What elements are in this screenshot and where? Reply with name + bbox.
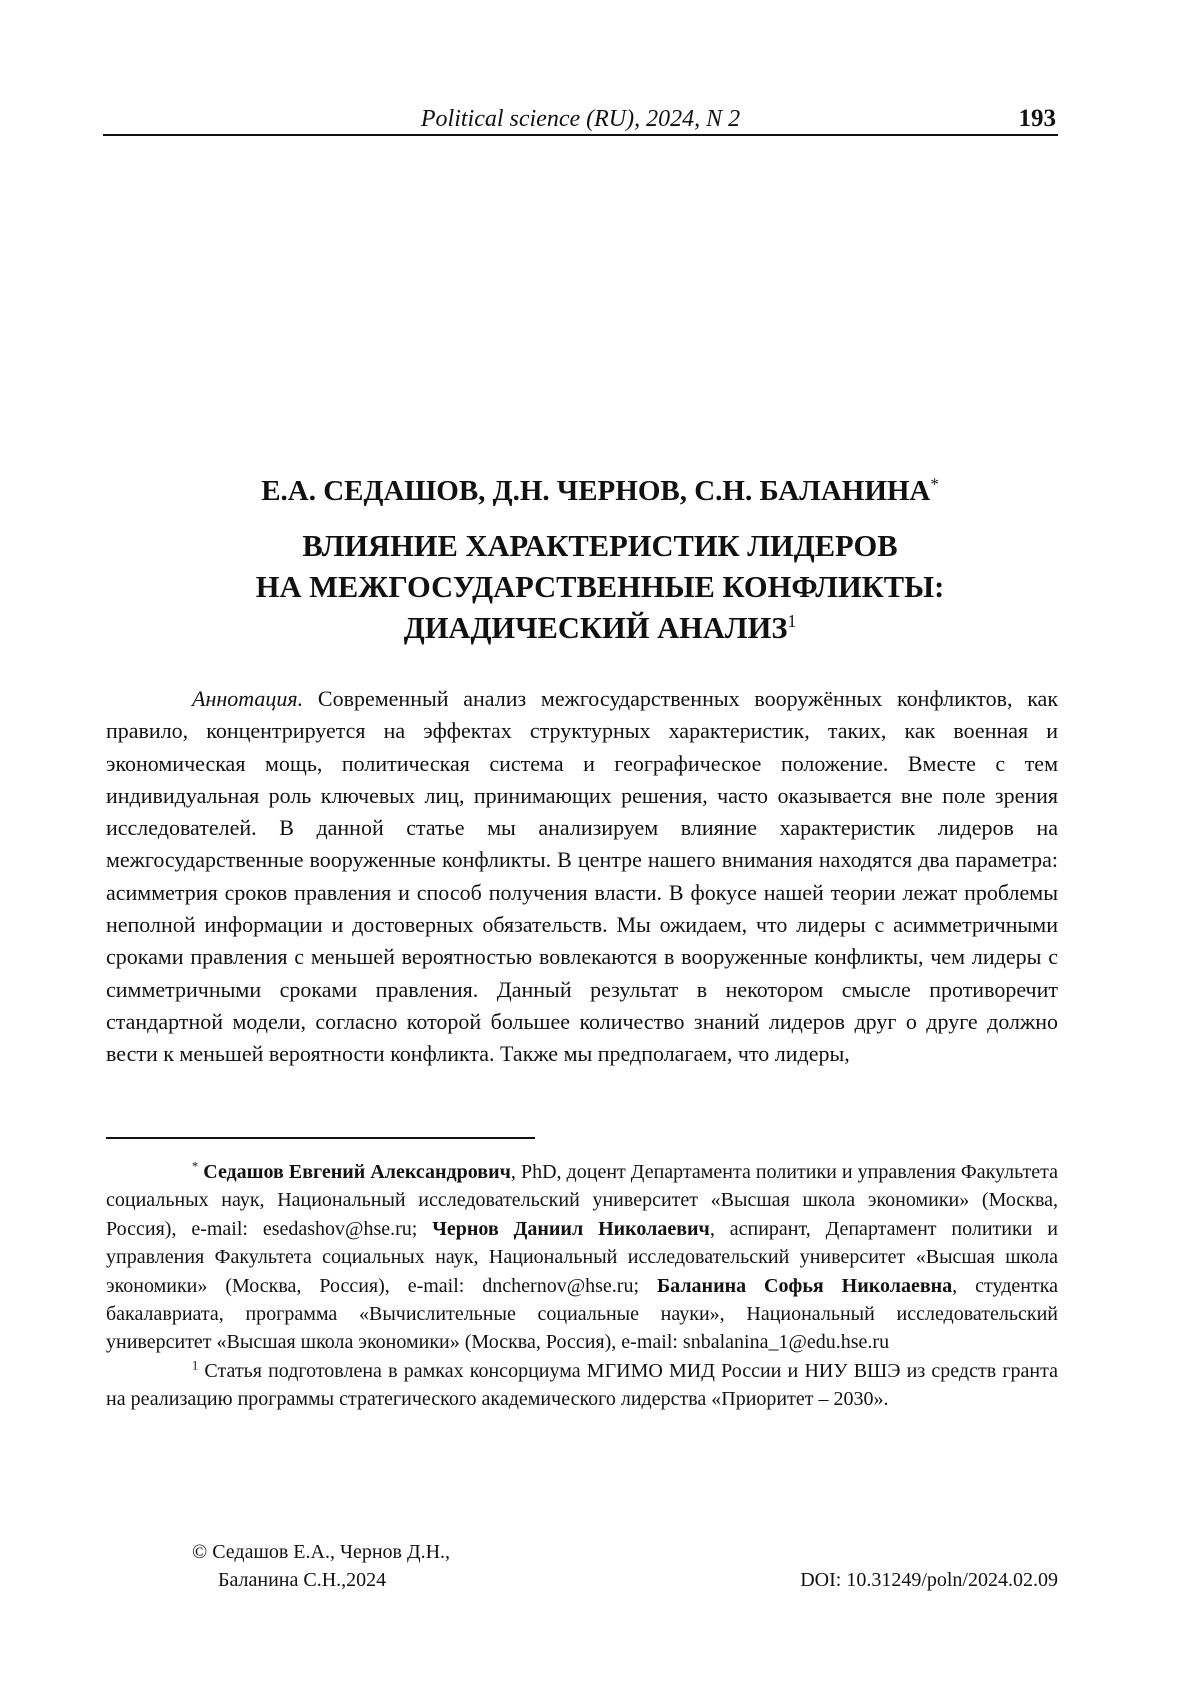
title-line: ВЛИЯНИЕ ХАРАКТЕРИСТИК ЛИДЕРОВ: [100, 526, 1100, 567]
footnote-authors: [106, 1158, 1058, 1357]
copyright-line: © Седашов Е.А., Чернов Д.Н.,: [192, 1541, 450, 1563]
author-affiliation: , студентка бакалавриата, программа «Вычислительные социальные науки», Национальный исследовательский университет «Высшая школа экономики» (Москва, Россия), e-mail: snbalanina_1@edu.hse.ru: [106, 1275, 1058, 1354]
footnote-funding: [106, 1357, 1058, 1414]
title-footnote-mark[interactable]: 1: [787, 611, 796, 631]
authors-footnote-mark[interactable]: *: [930, 474, 938, 493]
footnote-mark: *: [192, 1159, 198, 1173]
abstract-label: Аннотация.: [192, 686, 303, 711]
doi-link[interactable]: DOI: 10.31249/poln/2024.02.09: [800, 1566, 1058, 1594]
journal-page: [0, 0, 1200, 1706]
abstract-text: Современный анализ межгосударственных вооружённых конфликтов, как правило, концентрируется на эффектах структурных характеристик, таких, как военная и экономическая мощь, политическая система и географическое положение. Вместе с тем индивидуальная роль ключевых лиц, принимающих решения, часто оказывается вне поле зрения исследователей. В данной статье мы анализируем влияние характеристик лидеров на межгосударственные вооруженные конфликты. В центре нашего внимания находятся два параметра: асимметрия сроков правления и способ получения власти. В фокусе нашей теории лежат проблемы неполной информации и достоверных обязательств. Мы ожидаем, что лидеры с асимметричными сроками правления с меньшей вероятностью вовлекаются в вооруженные конфликты, чем лидеры с симметричными сроками правления. Данный результат в некотором смысле противоречит стандартной модели, согласно которой большее количество знаний лидеров друг о друге должно вести к меньшей вероятности конфликта. Также мы предполагаем, что лидеры,: [106, 686, 1058, 1066]
footnote-divider: [106, 1137, 535, 1139]
title-line: [100, 608, 1100, 649]
author-affiliation: , PhD, доцент Департамента политики и управления Факультета социальных наук, Национальный исследовательский университет «Высшая школа экономики» (Москва, Россия), e-mail: esedashov@hse.ru;: [106, 1161, 1058, 1240]
journal-title: Political science (RU), 2024, N 2: [103, 106, 1058, 132]
author-name: Чернов Даниил Николаевич: [432, 1218, 710, 1240]
authors-text: Е.А. СЕДАШОВ, Д.Н. ЧЕРНОВ, С.Н. БАЛАНИНА: [261, 475, 930, 507]
author-affiliation: , аспирант, Департамент политики и управления Факультета социальных наук, Национальный исследовательский университет «Высшая школа экономики» (Москва, Россия), e-mail: dnchernov@hse.ru;: [106, 1218, 1058, 1297]
title-line: НА МЕЖГОСУДАРСТВЕННЫЕ КОНФЛИКТЫ:: [100, 567, 1100, 608]
footnotes: [106, 1158, 1058, 1414]
author-name: Седашов Евгений Александрович: [203, 1161, 511, 1183]
page-number: 193: [1019, 106, 1057, 132]
article-authors: [100, 474, 1100, 508]
funding-text: Статья подготовлена в рамках консорциума МГИМО МИД России и НИУ ВШЭ из средств гранта на реализацию программы стратегического академического лидерства «Приоритет – 2030».: [106, 1360, 1058, 1410]
author-name: Баланина Софья Николаевна: [657, 1275, 952, 1297]
article-title: [100, 526, 1100, 649]
footnote-mark: 1: [192, 1358, 198, 1372]
copyright-notice: [192, 1538, 450, 1595]
running-header: [103, 104, 1058, 136]
abstract-paragraph: [106, 683, 1058, 1071]
copyright-line: Баланина С.Н.,2024: [192, 1566, 450, 1594]
title-line-text: ДИАДИЧЕСКИЙ АНАЛИЗ: [404, 611, 788, 645]
abstract: [106, 683, 1058, 1071]
